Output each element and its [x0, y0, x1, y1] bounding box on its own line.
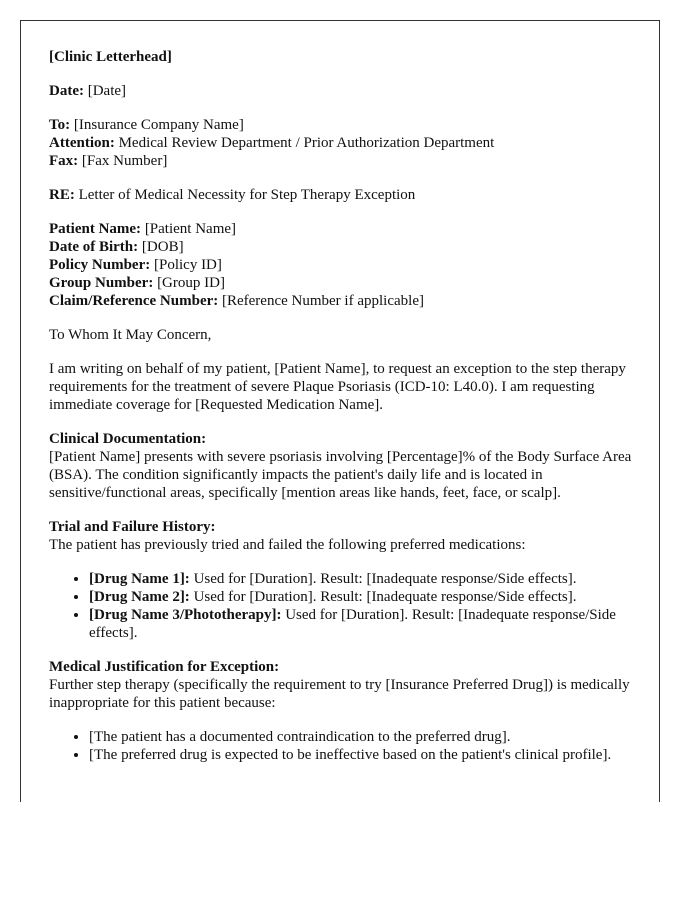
claim-label: Claim/Reference Number:: [49, 293, 219, 309]
list-item: • [The preferred drug is expected to be ineffective based on the patient's clinical profile].: [89, 746, 639, 764]
trial-text: The patient has previously tried and failed the following preferred medications:: [49, 537, 526, 553]
date-line: [49, 82, 639, 100]
trial-heading: Trial and Failure History:: [49, 519, 216, 535]
recipient-block: [49, 116, 639, 170]
dob-value: [DOB]: [138, 239, 184, 255]
drug-detail: Used for [Duration]. Result: [Inadequate response/Side effects].: [189, 571, 577, 587]
re-label: RE:: [49, 187, 75, 203]
policy-value: [Policy ID]: [150, 257, 222, 273]
drug-detail: Used for [Duration]. Result: [Inadequate response/Side effects].: [89, 607, 616, 641]
patient-name-label: Patient Name:: [49, 221, 142, 237]
drug-name: [Drug Name 3/Phototherapy]:: [89, 607, 282, 623]
re-value: Letter of Medical Necessity for Step Therapy Exception: [74, 187, 416, 203]
dob-label: Date of Birth:: [49, 239, 139, 255]
trial-drug-list: [49, 570, 639, 642]
fax-value: [Fax Number]: [78, 153, 168, 169]
trial-history-section: [49, 518, 639, 554]
policy-label: Policy Number:: [49, 257, 151, 273]
intro-paragraph: I am writing on behalf of my patient, [Patient Name], to request an exception to the step therapy requirements for the treatment of severe Plaque Psoriasis (ICD-10: L40.0). I am requesting immediate coverage for [Requested Medication Name].: [49, 361, 626, 413]
justification-list: [49, 728, 639, 764]
date-value: [Date]: [83, 83, 127, 99]
clinical-text: [Patient Name] presents with severe psoriasis involving [Percentage]% of the Body Surface Area (BSA). The condition significantly impacts the patient's daily life and is located in sensitive/functional areas, specifically [mention areas like hands, feet, face, or scalp].: [49, 449, 632, 501]
list-item: [89, 606, 639, 642]
clinical-documentation-section: [49, 430, 639, 502]
list-item: • [The patient has a documented contraindication to the preferred drug].: [89, 728, 639, 746]
fax-label: Fax:: [49, 153, 79, 169]
patient-info-block: [49, 220, 639, 310]
justification-heading: Medical Justification for Exception:: [49, 659, 280, 675]
date-label: Date:: [49, 83, 84, 99]
clinic-letterhead: [49, 48, 639, 66]
letterhead-text: [Clinic Letterhead]: [49, 49, 172, 65]
drug-detail: Used for [Duration]. Result: [Inadequate response/Side effects].: [189, 589, 577, 605]
letter-content: [49, 48, 639, 780]
group-label: Group Number:: [49, 275, 154, 291]
to-value: [Insurance Company Name]: [70, 117, 244, 133]
clinical-heading: Clinical Documentation:: [49, 431, 207, 447]
drug-name: [Drug Name 2]:: [89, 589, 190, 605]
list-item: [89, 588, 639, 606]
group-value: [Group ID]: [153, 275, 225, 291]
attention-label: Attention:: [49, 135, 115, 151]
list-item: [89, 570, 639, 588]
letter-page: [20, 20, 660, 802]
re-line: [49, 186, 639, 204]
to-label: To:: [49, 117, 71, 133]
justification-section: [49, 658, 639, 712]
drug-name: [Drug Name 1]:: [89, 571, 190, 587]
patient-name-value: [Patient Name]: [141, 221, 237, 237]
salutation: To Whom It May Concern,: [49, 327, 212, 343]
justification-text: Further step therapy (specifically the requirement to try [Insurance Preferred Drug]) is medically inappropriate for this patient because:: [49, 677, 630, 711]
attention-value: Medical Review Department / Prior Authorization Department: [114, 135, 495, 151]
claim-value: [Reference Number if applicable]: [218, 293, 424, 309]
